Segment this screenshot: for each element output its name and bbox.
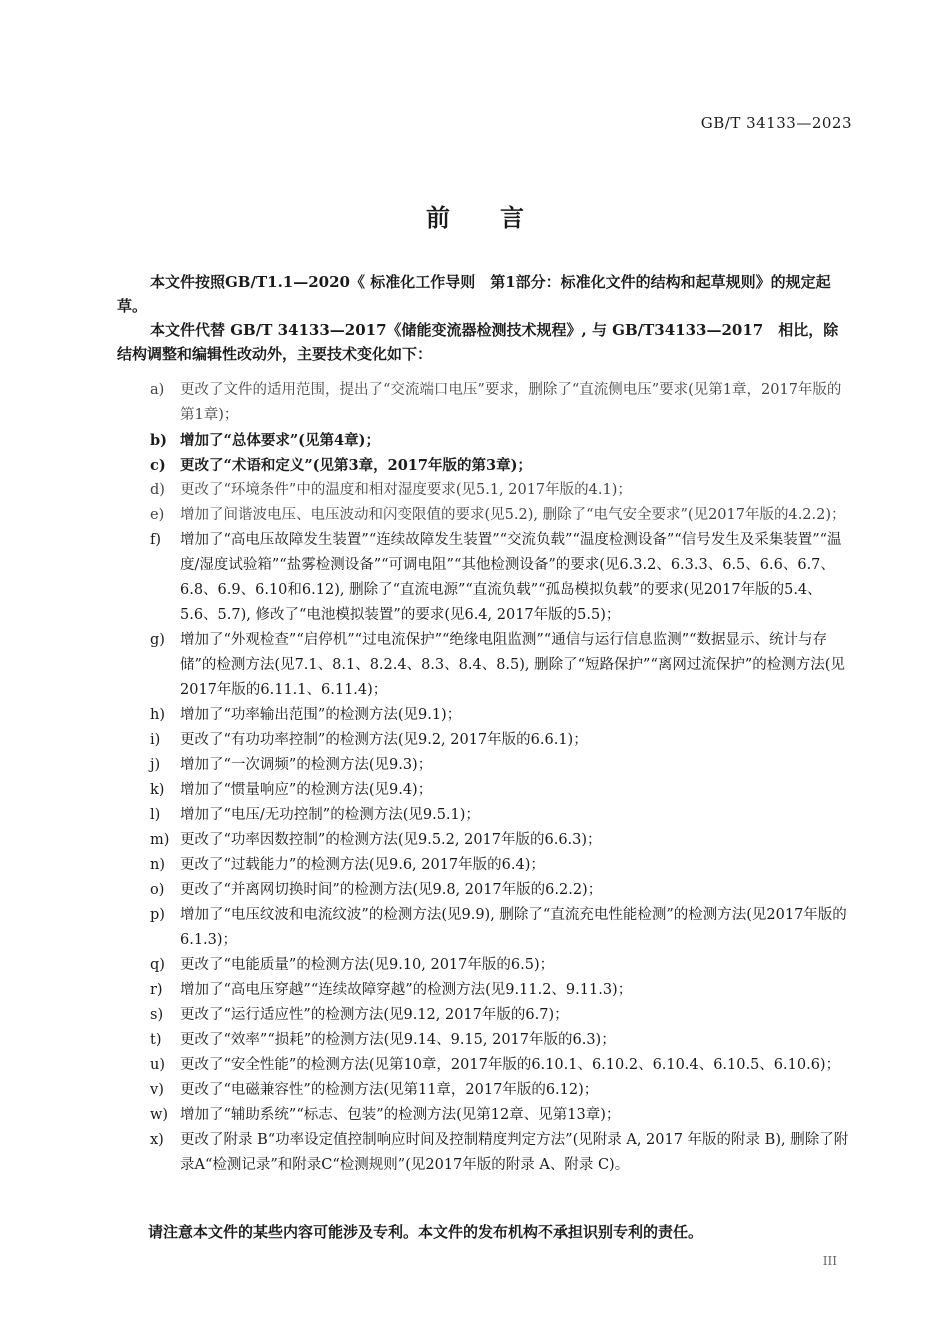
- list-item: o) 更改了“并离网切换时间”的检测方法(见9.8, 2017年版的6.2.2)；: [150, 882, 603, 898]
- intro-paragraph-1: 本文件按照GB/T1.1—2020《 标准化工作导则 第1部分：标准化文件的结构和起草规则》的规定起草。: [117, 273, 831, 315]
- list-item: t) 更改了“效率”“损耗”的检测方法(见9.14、9.15, 2017年版的6.3)；: [150, 1032, 616, 1048]
- list-item: k) 增加了“惯量响应”的检测方法(见9.4)；: [150, 782, 433, 798]
- list-item: e) 增加了间谐波电压、电压波动和闪变限值的要求(见5.2), 删除了“电气安全要求”(见2017年版的4.2.2)；: [150, 507, 846, 523]
- list-item: q) 更改了“电能质量”的检测方法(见9.10, 2017年版的6.5)；: [150, 957, 555, 973]
- list-item: x) 更改了附录 B“功率设定值控制响应时间及控制精度判定方法”(见附录 A, 2017 年版的附录 B), 删除了附录A“检测记录”和附录C“检测规则”(见2017年版的附录 A、附录 C)。: [150, 1132, 849, 1173]
- list-item: m) 更改了“功率因数控制”的检测方法(见9.5.2, 2017年版的6.6.3)；: [150, 832, 602, 848]
- list-item: i) 更改了“有功功率控制”的检测方法(见9.2, 2017年版的6.6.1)；: [150, 732, 588, 748]
- list-item: b) 增加了“总体要求”(见第4章)；: [150, 432, 380, 449]
- patent-notice: 请注意本文件的某些内容可能涉及专利。本文件的发布机构不承担识别专利的责任。: [148, 1223, 704, 1241]
- list-item: a) 更改了文件的适用范围，提出了“交流端口电压”要求，删除了“直流侧电压”要求(见第1章，2017年版的第1章)；: [150, 382, 842, 423]
- list-item: p) 增加了“电压纹波和电流纹波”的检测方法(见9.9), 删除了“直流充电性能检测”的检测方法(见2017年版的6.1.3)；: [150, 907, 847, 948]
- standard-number: GB/T 34133—2023: [700, 114, 852, 132]
- list-item: r) 增加了“高电压穿越”“连续故障穿越”的检测方法(见9.11.2、9.11.3)；: [150, 982, 633, 998]
- list-item: u) 更改了“安全性能”的检测方法(见第10章，2017年版的6.10.1、6.10.2、6.10.4、6.10.5、6.10.6)；: [150, 1057, 841, 1073]
- list-item: c) 更改了“术语和定义”(见第3章，2017年版的第3章)；: [150, 457, 532, 474]
- list-item: g) 增加了“外观检查”“启停机”“过电流保护”“绝缘电阻监测”“通信与运行信息监测”“数据显示、统计与存储”的检测方法(见7.1、8.1、8.2.4、8.3、8.4、8.5), 删除了“短路保护”“离网过流保护”的检测方法(见2017年版的6.11.1、6.11.4)；: [150, 632, 845, 698]
- list-item: n) 更改了“过载能力”的检测方法(见9.6, 2017年版的6.4)；: [150, 857, 545, 873]
- list-item: h) 增加了“功率输出范围”的检测方法(见9.1)；: [150, 707, 462, 723]
- intro-paragraph-2: 本文件代替 GB/T 34133—2017《储能变流器检测技术规程》, 与 GB/T34133—2017 相比，除结构调整和编辑性改动外，主要技术变化如下：: [117, 321, 839, 363]
- changes-list: [148, 378, 853, 1178]
- list-item: w) 增加了“辅助系统”“标志、包装”的检测方法(见第12章、见第13章)；: [150, 1107, 621, 1123]
- page-title: 前言: [426, 204, 574, 232]
- list-item: l) 增加了“电压/无功控制”的检测方法(见9.5.1)；: [150, 807, 480, 823]
- list-item: f) 增加了“高电压故障发生装置”“连续故障发生装置”“交流负载”“温度检测设备”“信号发生及采集装置”“温度/湿度试验箱”“盐雾检测设备”“可调电阻”“其他检测设备”的要求(见6.3.2、6.3.3、6.5、6.6、6.7、6.8、6.9、6.10和6.12), 删除了“直流电源”“直流负载”“孤岛模拟负载”的要求(见2017年版的5.4、5.6、5.7), 修改了“电池模拟装置”的要求(见6.4, 2017年版的5.5)；: [150, 532, 842, 623]
- list-item: j) 增加了“一次调频”的检测方法(见9.3)；: [150, 757, 433, 773]
- list-item: v) 更改了“电磁兼容性”的检测方法(见第11章，2017年版的6.12)；: [150, 1082, 599, 1098]
- list-item: d) 更改了“环境条件”中的温度和相对湿度要求(见5.1, 2017年版的4.1)；: [150, 482, 632, 498]
- page-number: III: [822, 1254, 837, 1268]
- list-item: s) 更改了“运行适应性”的检测方法(见9.12, 2017年版的6.7)；: [150, 1007, 569, 1023]
